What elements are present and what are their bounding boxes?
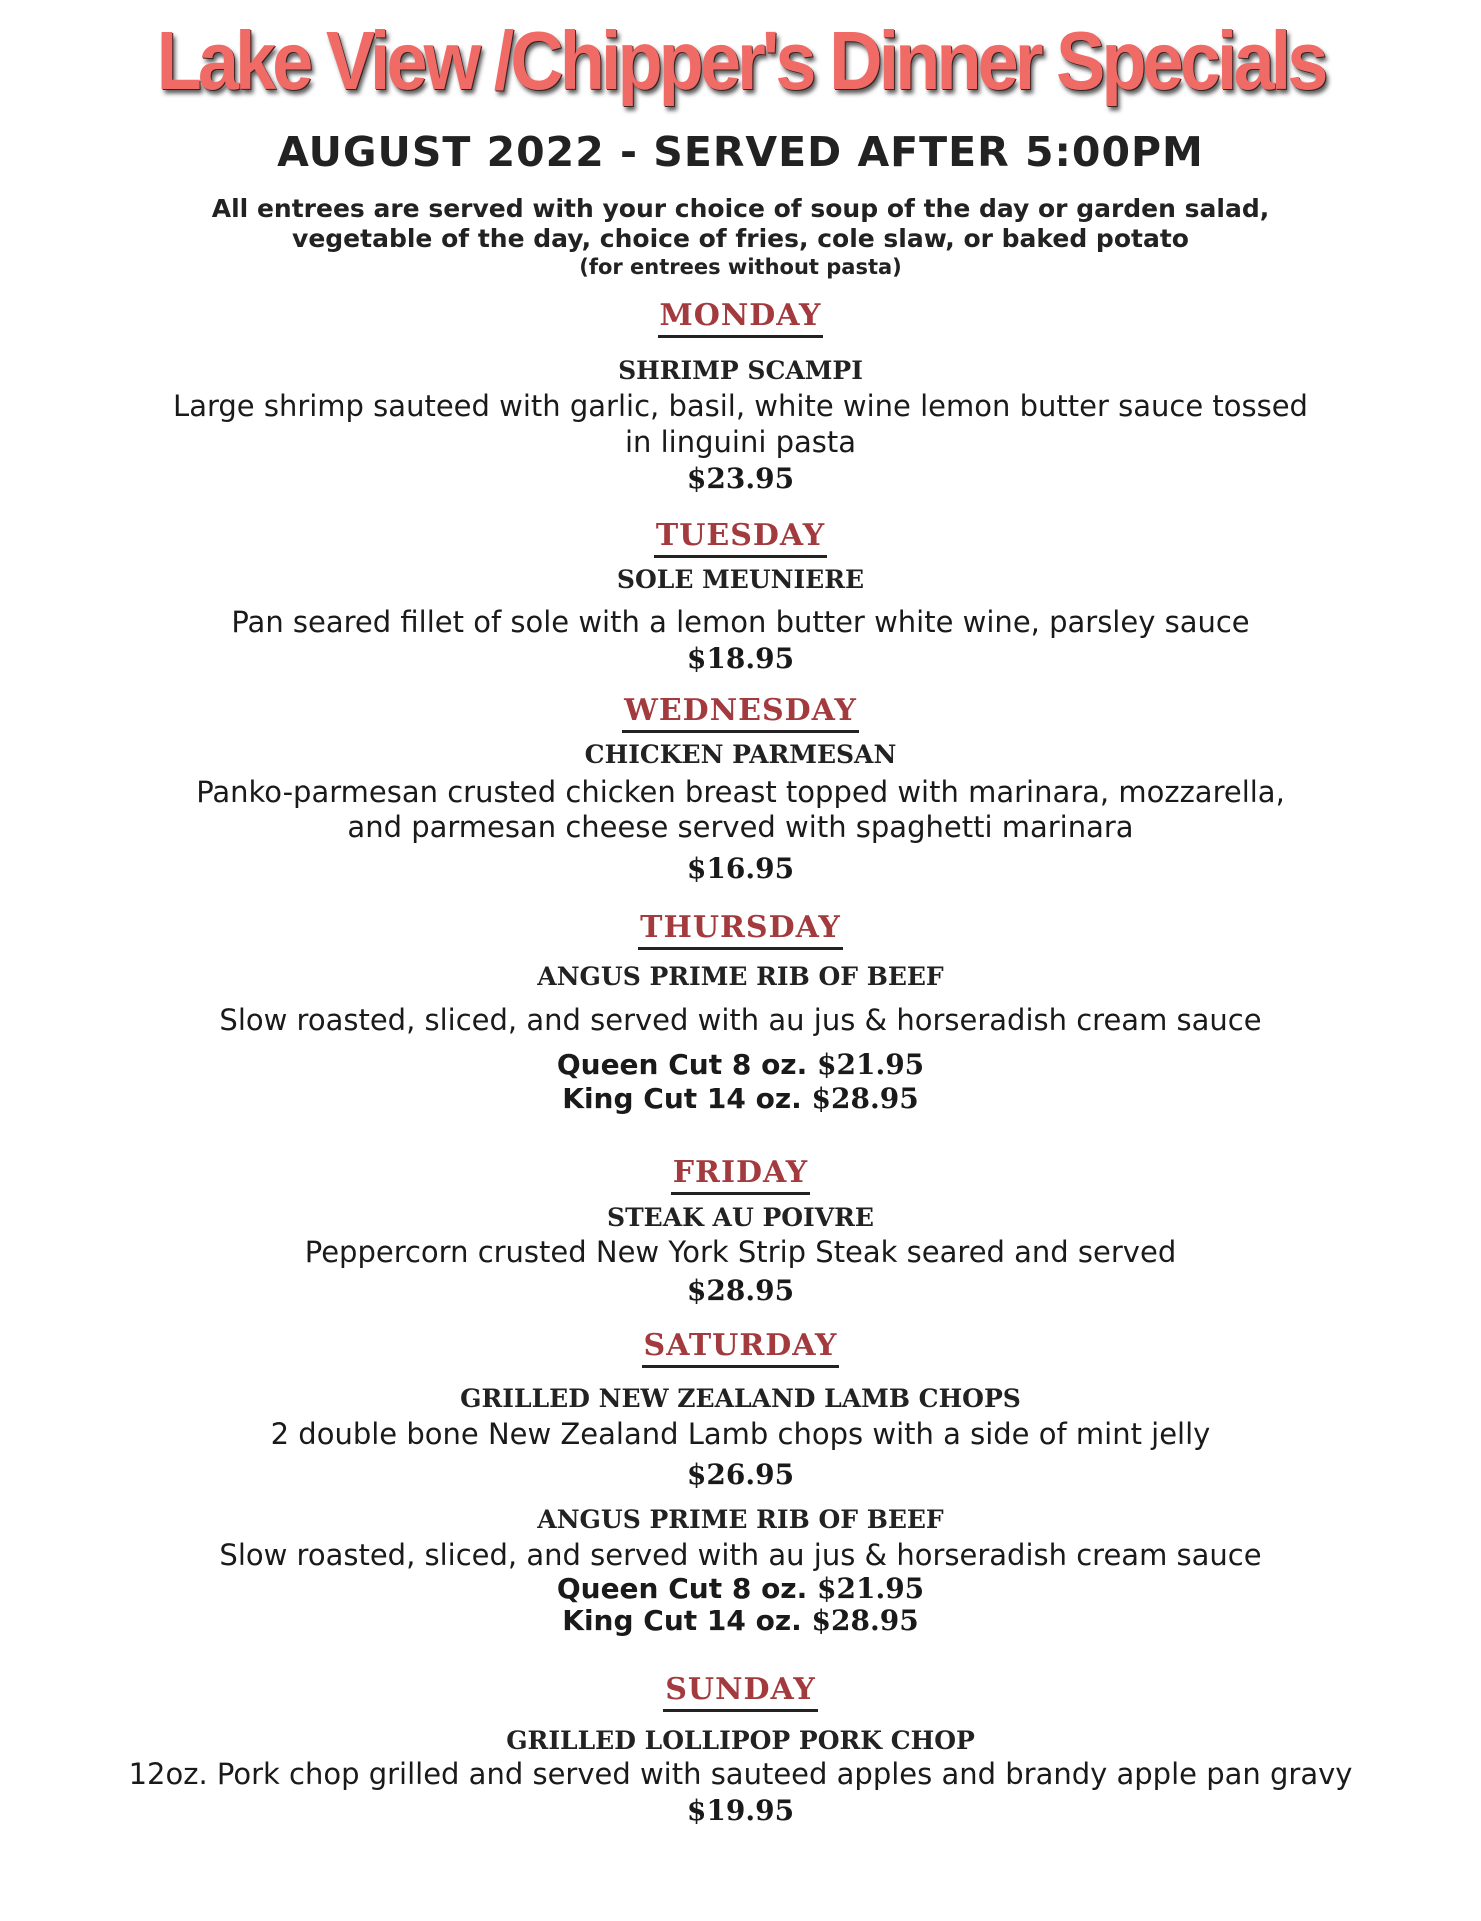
dish-price: $16.95 <box>686 852 795 885</box>
dish-name: STEAK AU POIVRE <box>607 1203 874 1232</box>
dish-description: Panko-parmesan crusted chicken breast topped with marinara, mozzarella, <box>196 775 1285 809</box>
intro-line: All entrees are served with your choice of soup of the day or garden salad, <box>211 194 1270 223</box>
cut-label: King Cut 14 oz. <box>562 1082 802 1115</box>
dish-name: SOLE MEUNIERE <box>616 565 865 594</box>
dish-name: CHICKEN PARMESAN <box>584 740 897 769</box>
dish-description: 12oz. Pork chop grilled and served with sauteed apples and brandy apple pan gravy <box>128 1757 1353 1791</box>
intro-note: (for entrees without pasta) <box>579 255 902 279</box>
cut-price: $28.95 <box>811 1082 919 1115</box>
cut-price-line <box>0 1082 1481 1116</box>
cut-price-line <box>0 1048 1481 1082</box>
dish-description: Large shrimp sauteed with garlic, basil, white wine lemon butter sauce tossed <box>173 389 1308 423</box>
dish-name: ANGUS PRIME RIB OF BEEF <box>537 962 944 991</box>
dish-description: Peppercorn crusted New York Strip Steak seared and served <box>304 1235 1177 1269</box>
cut-label: Queen Cut 8 oz. <box>556 1572 808 1605</box>
day-heading-friday: FRIDAY <box>0 1155 1481 1190</box>
dish-price: $26.95 <box>686 1458 795 1491</box>
dish-description: Slow roasted, sliced, and served with au jus & horseradish cream sauce <box>219 1538 1262 1572</box>
dish-name: SHRIMP SCAMPI <box>618 356 863 385</box>
menu-subtitle: AUGUST 2022 - SERVED AFTER 5:00PM <box>277 128 1204 176</box>
cut-price-line <box>0 1572 1481 1606</box>
day-heading-saturday: SATURDAY <box>0 1328 1481 1363</box>
dish-description: 2 double bone New Zealand Lamb chops with a side of mint jelly <box>270 1417 1211 1451</box>
cut-price: $21.95 <box>817 1048 925 1081</box>
day-heading-monday: MONDAY <box>0 298 1481 333</box>
dish-description: in linguini pasta <box>624 425 857 459</box>
day-heading-tuesday: TUESDAY <box>0 518 1481 553</box>
dish-price: $19.95 <box>686 1794 795 1827</box>
cut-price: $21.95 <box>817 1572 925 1605</box>
intro-text <box>0 194 1481 280</box>
dish-price: $23.95 <box>686 462 795 495</box>
dish-name: GRILLED LOLLIPOP PORK CHOP <box>506 1726 975 1755</box>
dish-price: $18.95 <box>686 642 795 675</box>
intro-line: vegetable of the day, choice of fries, cole slaw, or baked potato <box>292 224 1189 253</box>
cut-label: Queen Cut 8 oz. <box>556 1048 808 1081</box>
dish-name: GRILLED NEW ZEALAND LAMB CHOPS <box>460 1384 1021 1413</box>
menu-title: Lake View /Chipper's Dinner Specials <box>156 14 1325 107</box>
dish-description: Pan seared fillet of sole with a lemon butter white wine, parsley sauce <box>231 605 1250 639</box>
day-heading-sunday: SUNDAY <box>0 1672 1481 1707</box>
dish-description: Slow roasted, sliced, and served with au jus & horseradish cream sauce <box>219 1003 1262 1037</box>
dish-description: and parmesan cheese served with spaghetti marinara <box>347 810 1134 844</box>
cut-label: King Cut 14 oz. <box>562 1604 802 1637</box>
dish-price: $28.95 <box>686 1274 795 1307</box>
day-heading-wednesday: WEDNESDAY <box>0 693 1481 728</box>
cut-price-line <box>0 1604 1481 1638</box>
dish-name: ANGUS PRIME RIB OF BEEF <box>537 1505 944 1534</box>
day-heading-thursday: THURSDAY <box>0 910 1481 945</box>
cut-price: $28.95 <box>811 1604 919 1637</box>
